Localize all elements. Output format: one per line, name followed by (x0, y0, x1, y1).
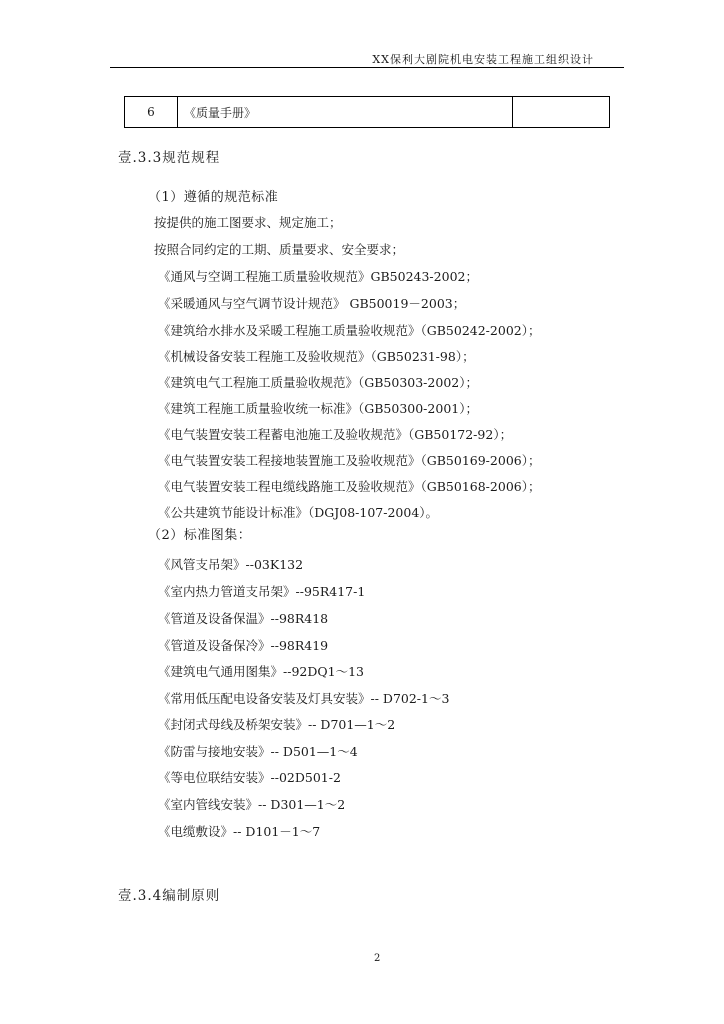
list-item: 按提供的施工图要求、规定施工； (154, 215, 342, 230)
header-divider (110, 67, 624, 68)
list-item: 《建筑电气通用图集》--92DQ1～13 (158, 664, 364, 679)
list-item: 《管道及设备保冷》--98R419 (158, 638, 329, 653)
table-cell-note (513, 97, 610, 128)
list-item: 按照合同约定的工期、质量要求、安全要求； (154, 242, 405, 257)
list-item: 《建筑给水排水及采暖工程施工质量验收规范》（GB50242-2002）； (158, 323, 541, 338)
list-item: 《等电位联结安装》--02D501-2 (158, 770, 341, 785)
document-header-title: XX保利大剧院机电安装工程施工组织设计 (372, 53, 594, 66)
subheading-atlases: （2）标准图集： (148, 528, 252, 543)
list-item: 《管道及设备保温》--98R418 (158, 611, 329, 626)
list-item: 《公共建筑节能设计标准》（DGJ08-107-2004）。 (158, 505, 439, 520)
list-item: 《电缆敷设》-- D101－1～7 (158, 824, 321, 839)
list-item: 《封闭式母线及桥架安装》-- D701—1～2 (158, 717, 396, 732)
page-number: 2 (374, 953, 381, 964)
list-item: 《机械设备安装工程施工及验收规范》（GB50231-98）； (158, 349, 475, 364)
list-item: 《采暖通风与空气调节设计规范》 GB50019－2003； (158, 296, 466, 311)
section-heading-3-3: 壹.3.3规范规程 (118, 150, 221, 166)
list-item: 《室内热力管道支吊架》--95R417-1 (158, 584, 366, 599)
table-row (125, 97, 610, 128)
table-cell-number: 6 (125, 97, 178, 128)
list-item: 《电气装置安装工程蓄电池施工及验收规范》（GB50172-92）； (158, 427, 513, 442)
list-item: 《常用低压配电设备安装及灯具安装》-- D702-1～3 (158, 691, 450, 706)
list-item: 《防雷与接地安装》-- D501—1～4 (158, 744, 358, 759)
list-item: 《电气装置安装工程接地装置施工及验收规范》（GB50169-2006）； (158, 453, 541, 468)
document-table (124, 96, 610, 128)
list-item: 《电气装置安装工程电缆线路施工及验收规范》（GB50168-2006）； (158, 479, 541, 494)
list-item: 《建筑电气工程施工质量验收规范》（GB50303-2002）； (158, 375, 478, 390)
table-cell-name: 《质量手册》 (178, 97, 513, 128)
list-item: 《室内管线安装》-- D301—1～2 (158, 797, 346, 812)
subheading-standards: （1）遵循的规范标准 (148, 190, 279, 205)
list-item: 《风管支吊架》--03K132 (158, 557, 304, 572)
list-item: 《通风与空调工程施工质量验收规范》GB50243-2002； (158, 269, 478, 284)
section-heading-3-4: 壹.3.4编制原则 (118, 888, 221, 904)
list-item: 《建筑工程施工质量验收统一标准》（GB50300-2001）； (158, 401, 478, 416)
